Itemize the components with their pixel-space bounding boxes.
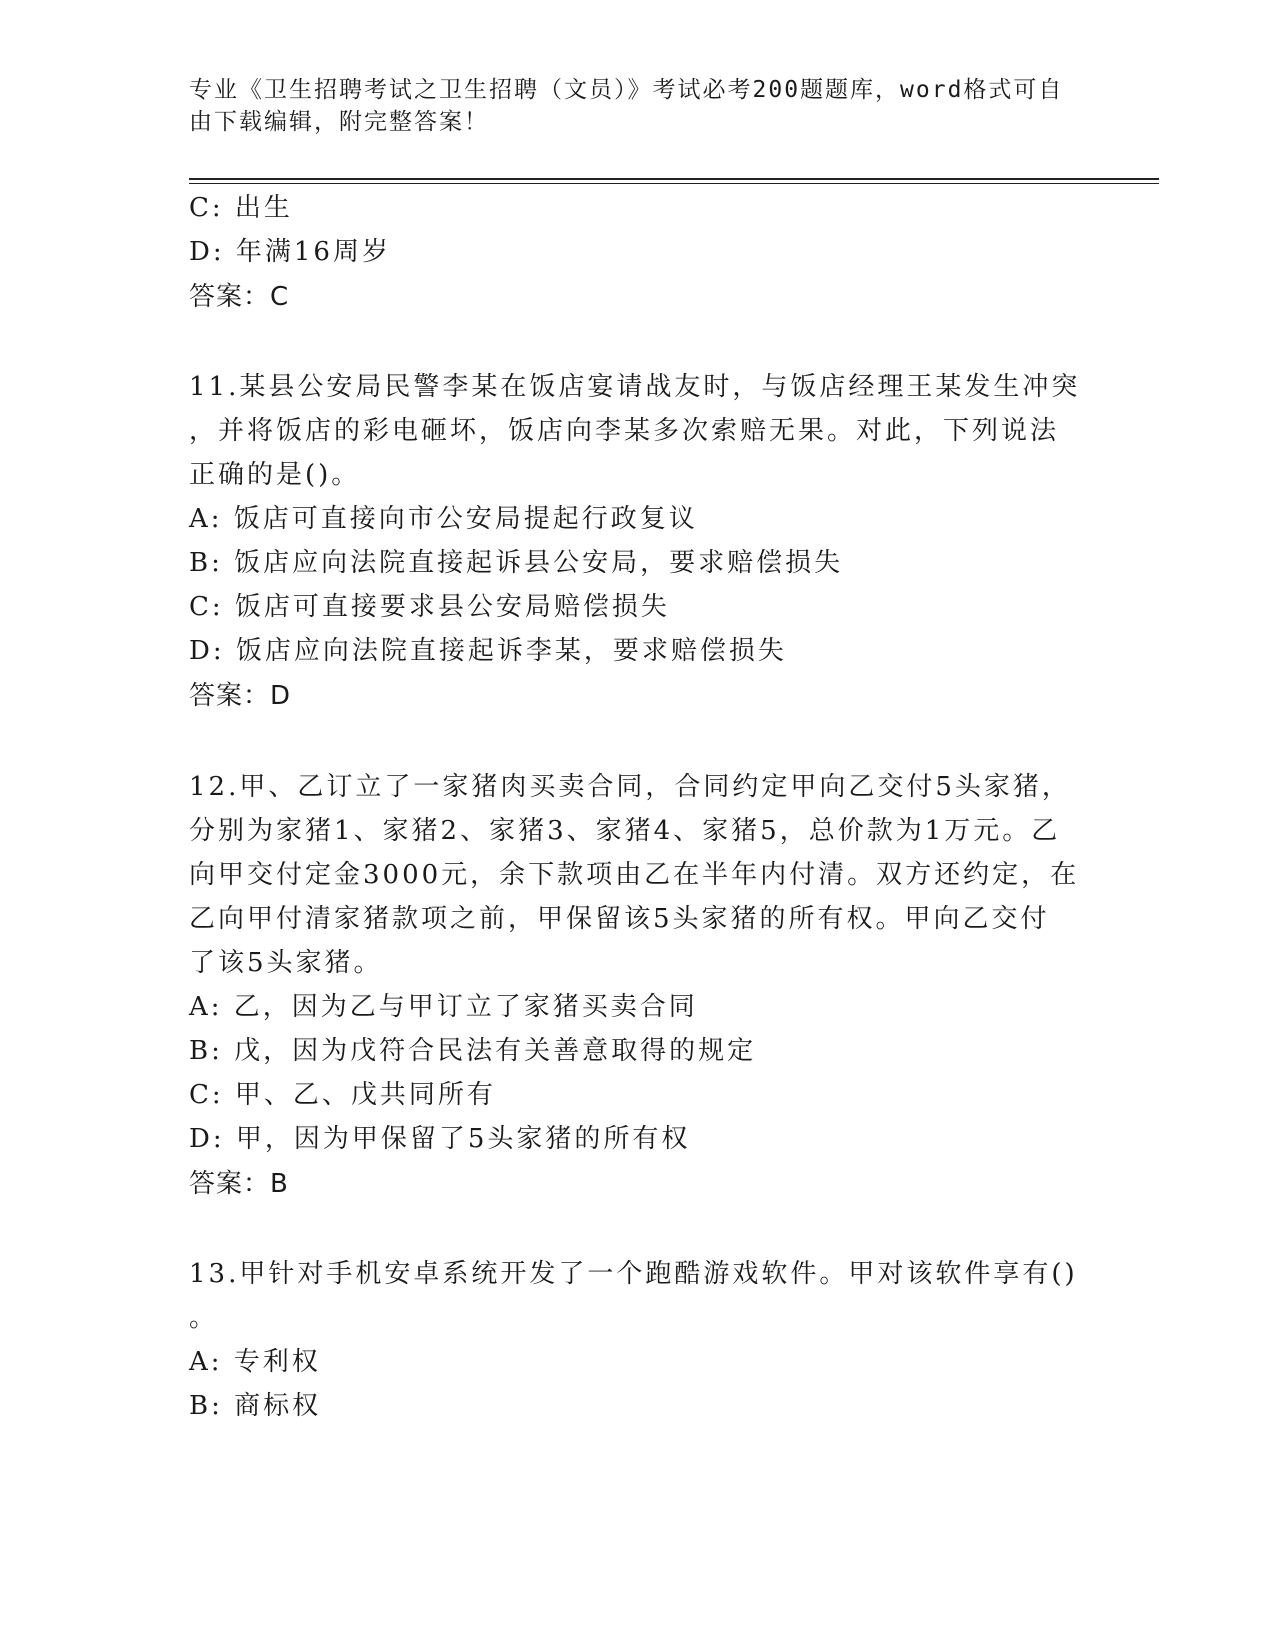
header-divider-thick <box>189 178 1159 180</box>
q12-stem-line-3: 向甲交付定金3000元，余下款项由乙在半年内付清。双方还约定，在 <box>189 860 1080 890</box>
q11-option-d: D: 饭店应向法院直接起诉李某，要求赔偿损失 <box>189 636 787 666</box>
q12-stem-line-2: 分别为家猪1、家猪2、家猪3、家猪4、家猪5，总价款为1万元。乙 <box>189 816 1061 846</box>
q11-option-c: C: 饭店可直接要求县公安局赔偿损失 <box>189 592 670 622</box>
q12-option-c: C: 甲、乙、戊共同所有 <box>189 1080 496 1110</box>
q11-stem-line-2: ，并将饭店的彩电砸坏，饭店向李某多次索赔无果。对此，下列说法 <box>189 416 1060 446</box>
q12-stem-line-4: 乙向甲付清家猪款项之前，甲保留该5头家猪的所有权。甲向乙交付 <box>189 904 1050 934</box>
q11-option-a: A: 饭店可直接向市公安局提起行政复议 <box>189 504 698 534</box>
q12-option-d: D: 甲，因为甲保留了5头家猪的所有权 <box>189 1124 691 1154</box>
q11-stem-line-1: 11.某县公安局民警李某在饭店宴请战友时，与饭店经理王某发生冲突 <box>189 372 1081 402</box>
q12-option-a: A: 乙，因为乙与甲订立了家猪买卖合同 <box>189 992 698 1022</box>
q13-stem-line-2: 。 <box>189 1303 219 1333</box>
q10-option-d: D: 年满16周岁 <box>189 237 391 267</box>
document-header <box>189 74 1089 138</box>
q10-answer: 答案：C <box>189 282 290 312</box>
header-line-1: 专业《卫生招聘考试之卫生招聘（文员）》考试必考200题题库，word格式可自 <box>189 77 1064 103</box>
q12-option-b: B: 戊，因为戊符合民法有关善意取得的规定 <box>189 1036 757 1066</box>
q13-stem-line-1: 13.甲针对手机安卓系统开发了一个跑酷游戏软件。甲对该软件享有() <box>189 1259 1078 1289</box>
q11-answer: 答案：D <box>189 681 292 711</box>
header-divider-thin <box>189 183 1159 184</box>
header-line-2: 由下载编辑，附完整答案！ <box>189 109 489 135</box>
q11-option-b: B: 饭店应向法院直接起诉县公安局，要求赔偿损失 <box>189 548 844 578</box>
q12-answer: 答案：B <box>189 1169 289 1199</box>
q13-option-b: B: 商标权 <box>189 1391 322 1421</box>
q12-stem-line-5: 了该5头家猪。 <box>189 948 383 978</box>
q12-stem-line-1: 12.甲、乙订立了一家猪肉买卖合同，合同约定甲向乙交付5头家猪， <box>189 772 1071 802</box>
q11-stem-line-3: 正确的是()。 <box>189 460 361 490</box>
q13-option-a: A: 专利权 <box>189 1347 321 1377</box>
q10-option-c: C: 出生 <box>189 193 293 223</box>
